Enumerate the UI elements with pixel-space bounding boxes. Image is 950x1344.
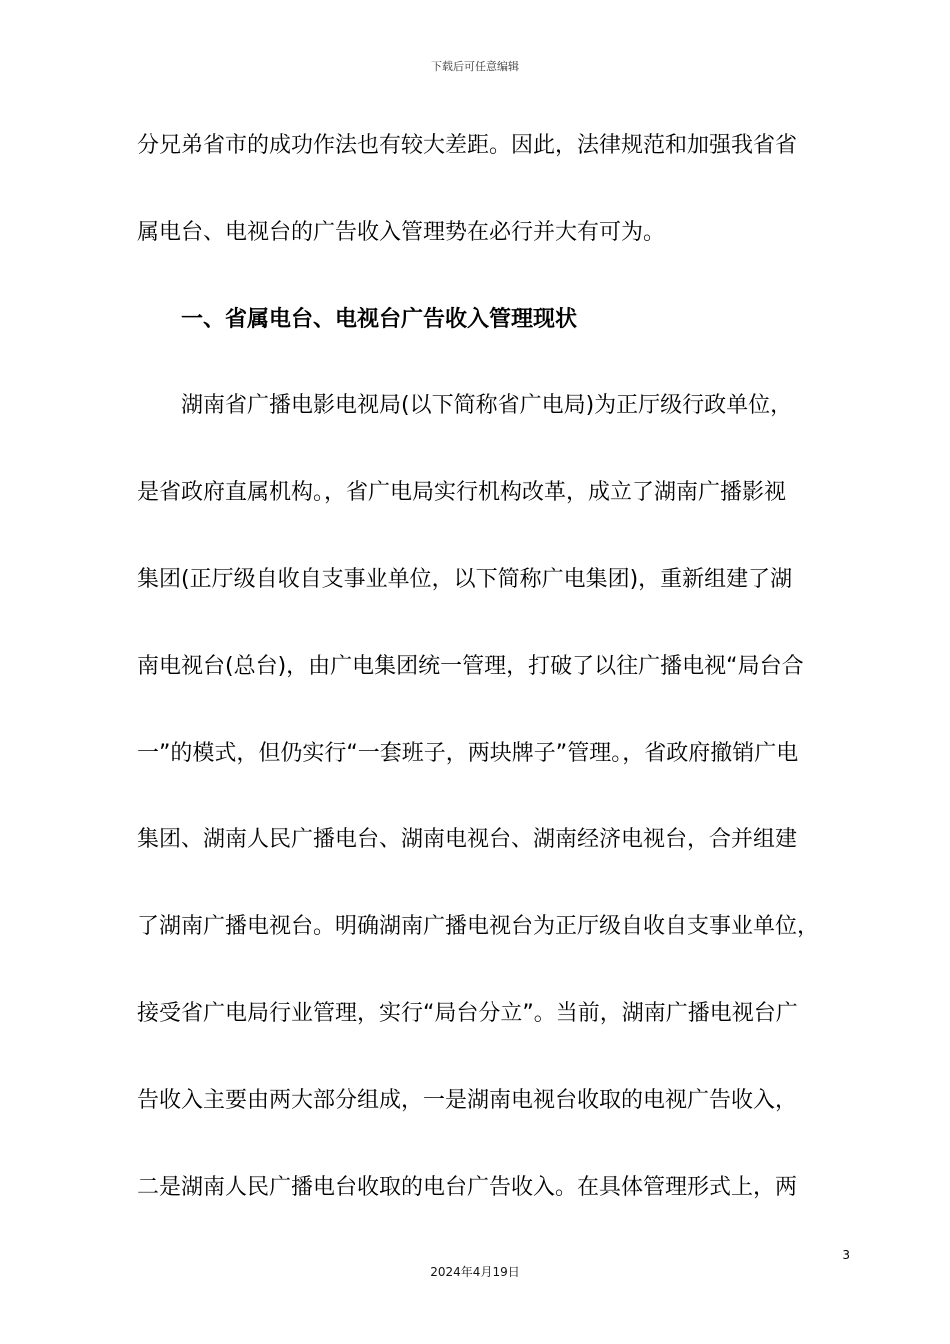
page-header: 下载后可任意编辑 <box>431 60 519 73</box>
paragraph-line: 接受省广电局行业管理，实行“局台分立”。当前，湖南广播电视台广 <box>137 1000 798 1026</box>
paragraph-line: 二是湖南人民广播电台收取的电台广告收入。在具体管理形式上，两 <box>137 1174 798 1200</box>
paragraph-line: 分兄弟省市的成功作法也有较大差距。因此，法律规范和加强我省省 <box>137 133 798 158</box>
paragraph-line: 一”的模式，但仍实行“一套班子，两块牌子”管理。，省政府撤销广电 <box>137 740 799 766</box>
paragraph-line: 了湖南广播电视台。明确湖南广播电视台为正厅级自收自支事业单位， <box>137 914 820 940</box>
paragraph-line: 属电台、电视台的广告收入管理势在必行并大有可为。 <box>137 219 666 245</box>
footer-date: 2024年4月19日 <box>430 1265 520 1279</box>
paragraph-line: 南电视台(总台)，由广电集团统一管理，打破了以往广播电视“局台合 <box>137 653 804 679</box>
paragraph-line: 告收入主要由两大部分组成，一是湖南电视台收取的电视广告收入， <box>137 1087 798 1113</box>
page-number: 3 <box>842 1248 850 1262</box>
paragraph-line: 湖南省广播电影电视局(以下简称省广电局)为正厅级行政单位， <box>181 393 793 419</box>
paragraph-line: 是省政府直属机构。，省广电局实行机构改革，成立了湖南广播影视 <box>137 480 787 506</box>
paragraph-line: 集团(正厅级自收自支事业单位，以下简称广电集团)，重新组建了湖 <box>137 566 793 592</box>
paragraph-line: 集团、湖南人民广播电台、湖南电视台、湖南经济电视台，合并组建 <box>137 827 798 853</box>
document-body <box>137 124 837 1252</box>
section-heading: 一、省属电台、电视台广告收入管理现状 <box>181 306 578 332</box>
